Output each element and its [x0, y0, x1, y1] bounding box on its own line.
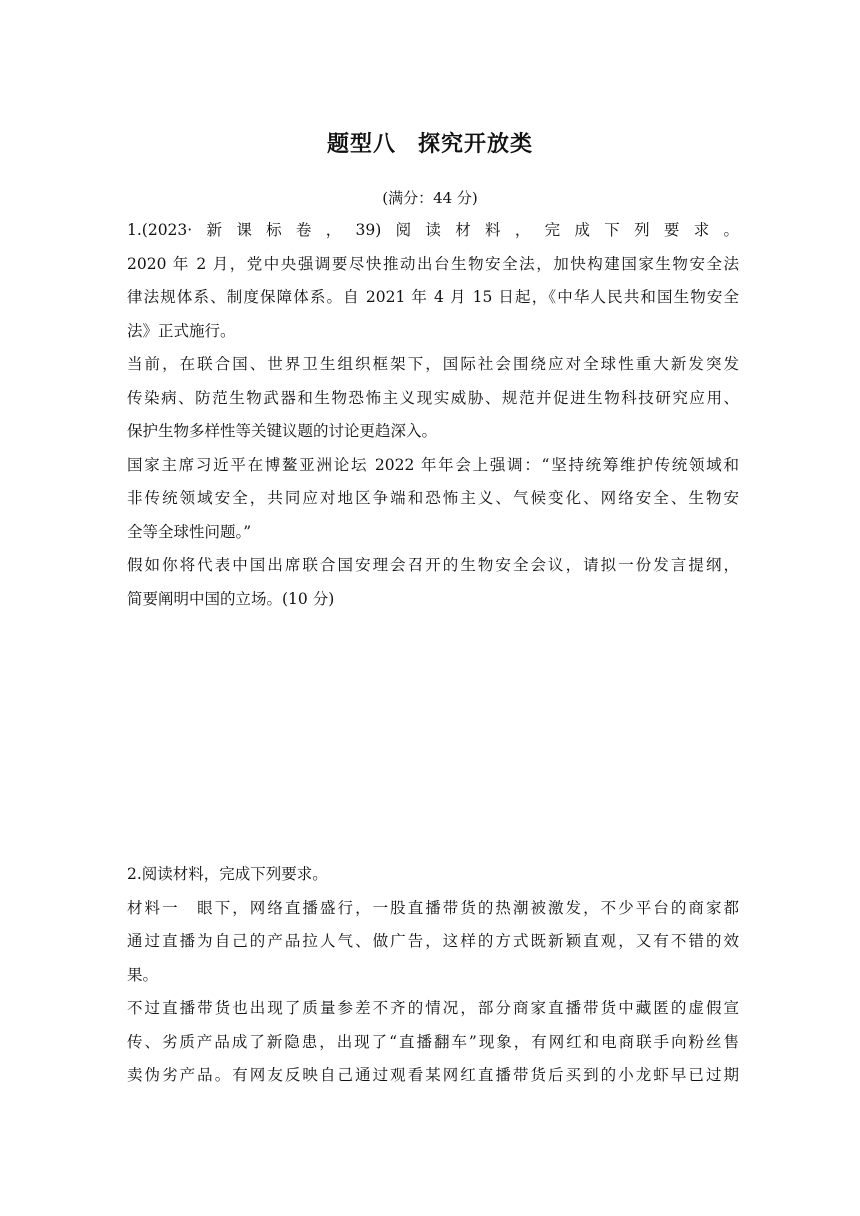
score-note: (满分：44 分): [382, 189, 478, 207]
page-title: [0, 128, 860, 162]
question-2-line: 传、劣质产品成了新隐患，出现了“直播翻车”现象，有网红和电商联手向粉丝售: [127, 1032, 739, 1051]
question-1-line: 假如你将代表中国出席联合国安理会召开的生物安全会议，请拟一份发言提纲，: [127, 556, 739, 574]
question-2-line: 通过直播为自己的产品拉人气、做广告，这样的方式既新颖直观，又有不错的效: [127, 932, 739, 950]
question-1-line: 法》正式施行。: [127, 321, 236, 340]
question-2: [127, 858, 739, 1093]
title-part-1: 题型八: [326, 132, 396, 157]
question-1-line: 2020 年 2 月，党中央强调要尽快推动出台生物安全法，加快构建国家生物安全法: [127, 254, 739, 273]
question-1-line: 传染病、防范生物武器和生物恐怖主义现实威胁、规范并促进生物科技研究应用、: [127, 388, 739, 407]
question-1-line: 律法规体系、制度保障体系。自 2021 年 4 月 15 日起，《中华人民共和国生物安全: [127, 288, 739, 306]
question-1-line: 全等全球性问题。”: [127, 522, 252, 541]
question-1-line: 保护生物多样性等关键议题的讨论更趋深入。: [127, 422, 438, 440]
question-1-line: 1.(2023·新课标卷，39)阅读材料，完成下列要求。: [127, 221, 739, 239]
question-1: [127, 214, 739, 616]
title-part-2: 探究开放类: [418, 132, 534, 157]
question-2-line: 卖伪劣产品。有网友反映自己通过观看某网红直播带货后买到的小龙虾早已过期: [127, 1066, 739, 1084]
question-1-line: 非传统领域安全，共同应对地区争端和恐怖主义、气候变化、网络安全、生物安: [127, 489, 739, 507]
question-1-line: 国家主席习近平在博鳌亚洲论坛 2022 年年会上强调：“坚持统筹维护传统领域和: [127, 455, 739, 474]
question-2-line: 果。: [127, 965, 159, 984]
question-2-line: 2.阅读材料，完成下列要求。: [127, 865, 328, 883]
question-2-line: 材料一 眼下，网络直播盛行，一股直播带货的热潮被激发，不少平台的商家都: [127, 898, 739, 917]
question-1-line: 简要阐明中国的立场。(10 分): [127, 589, 335, 608]
question-2-line: 不过直播带货也出现了质量参差不齐的情况，部分商家直播带货中藏匿的虚假宣: [127, 999, 739, 1017]
question-1-line: 当前，在联合国、世界卫生组织框架下，国际社会围绕应对全球性重大新发突发: [127, 355, 739, 373]
